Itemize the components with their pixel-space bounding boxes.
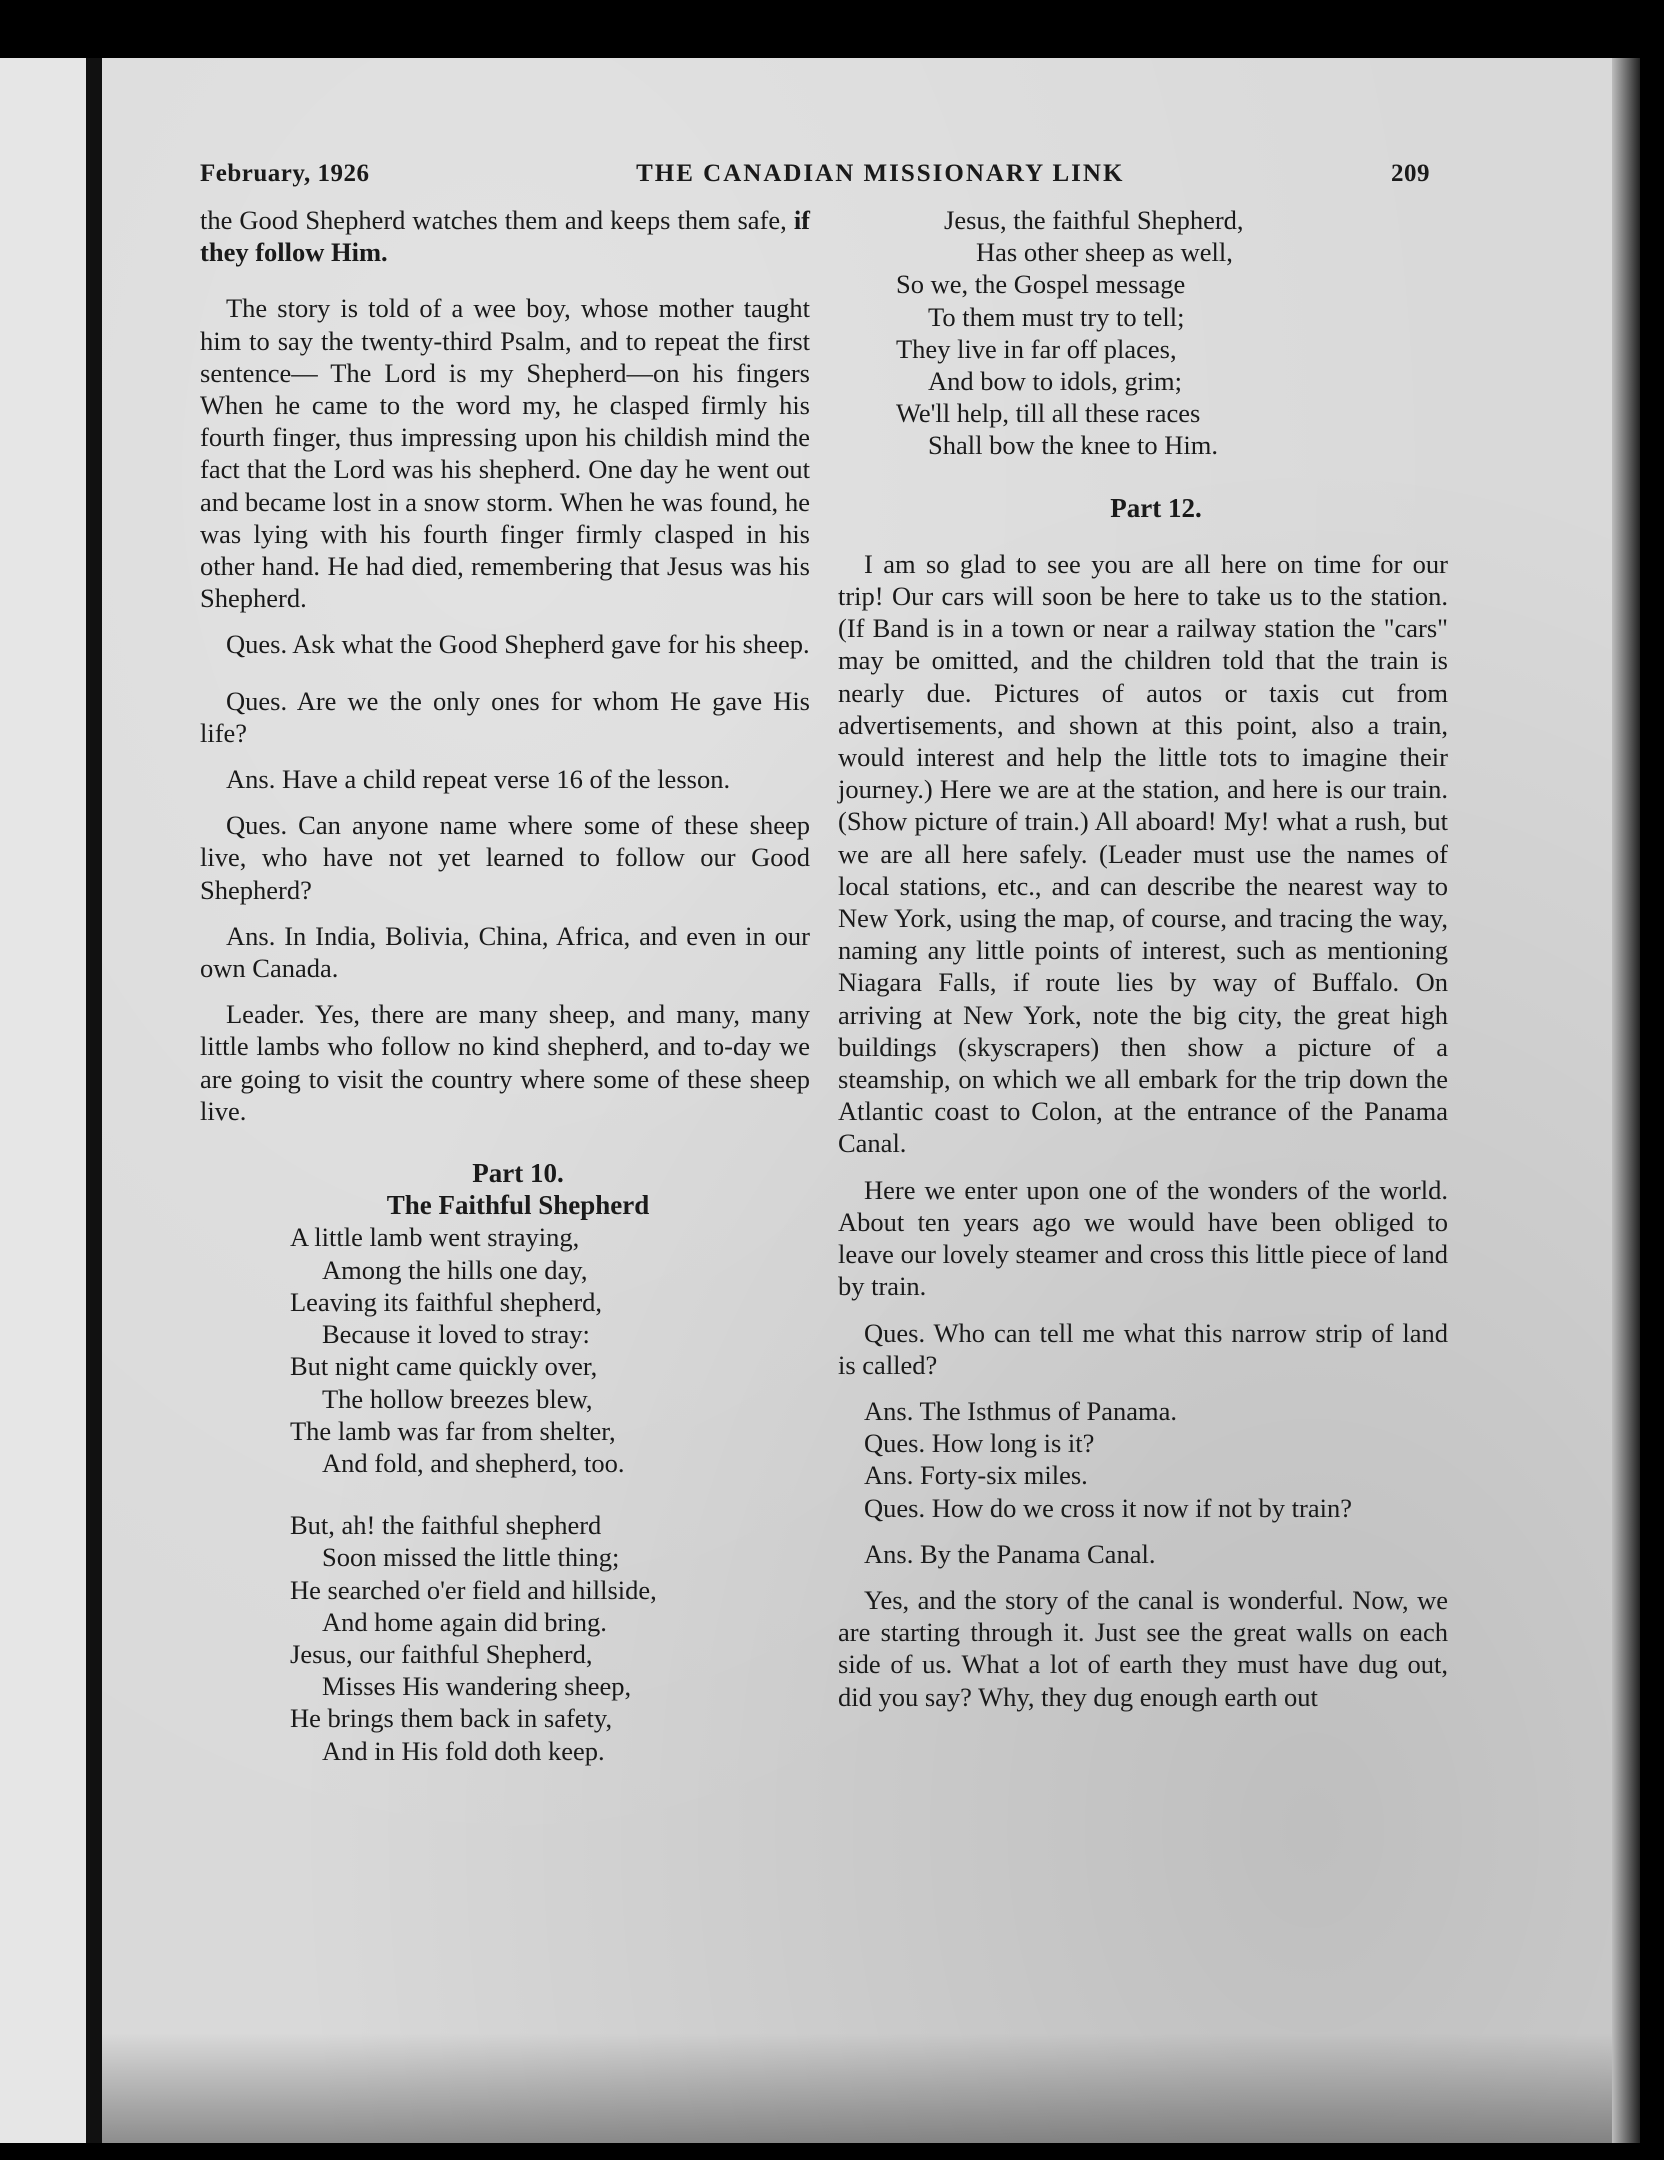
answer-length: Ans. Forty-six miles.: [864, 1460, 1088, 1491]
poem-line: He searched o'er field and hillside,: [290, 1574, 657, 1605]
answer-isthmus: Ans. The Isthmus of Panama.: [864, 1395, 1178, 1426]
opening-paragraph: [200, 204, 810, 268]
poem-line: We'll help, till all these races: [896, 398, 1201, 429]
poem-line: Soon missed the little thing;: [322, 1542, 620, 1573]
poem-line: He brings them back in safety,: [290, 1703, 613, 1734]
poem-line: Jesus, our faithful Shepherd,: [290, 1638, 593, 1669]
left-column: [200, 204, 810, 1767]
poem-line: Leaving its faithful shepherd,: [290, 1286, 603, 1317]
poem-line: A little lamb went straying,: [290, 1222, 580, 1253]
right-page-edge: [1612, 58, 1640, 2143]
poem-line: Has other sheep as well,: [976, 237, 1233, 268]
left-margin: [0, 58, 86, 2143]
poem-line: Jesus, the faithful Shepherd,: [944, 205, 1244, 235]
question-isthmus: Ques. Who can tell me what this narrow strip of land is called?: [838, 1317, 1448, 1380]
part-10-heading: Part 10.: [472, 1158, 564, 1189]
wonders-paragraph: Here we enter upon one of the wonders of the world. About ten years ago we would have been obliged to leave our lovely steamer and cross this little piece of land by train.: [838, 1174, 1448, 1302]
running-header: [200, 160, 1430, 188]
poem-line: And fold, and shepherd, too.: [322, 1447, 625, 1478]
issue-date: February, 1926: [200, 160, 370, 187]
poem-line: Because it loved to stray:: [322, 1319, 590, 1350]
question-1: Ques. Ask what the Good Shepherd gave for his sheep.: [226, 629, 810, 660]
answer-3: Ans. In India, Bolivia, China, Africa, and even in our own Canada.: [200, 920, 810, 984]
journal-title: THE CANADIAN MISSIONARY LINK: [636, 160, 1125, 187]
trip-paragraph: I am so glad to see you are all here on time for our trip! Our cars will soon be here to take us to the station. (If Band is in a town or near a railway station the "cars" may be omitted, and the children told that the train is nearly due. Pictures of autos or taxis cut from advertisements, and shown at this point, also a train, would interest and help the little tots to imagine their journey.) Here we are at the station, and here is our train. (Show picture of train.) All aboard! My! what a rush, but we are all here safely. (Leader must use the names of local stations, etc., and can describe the nearest way to New York, using the map, of course, and tracing the way, naming any little points of interest, such as mentioning Niagara Falls, if route lies by way of Buffalo. On arriving at New York, note the big city, the great high buildings (skyscrapers) then show a picture of a steamship, on which we all embark for the trip down the Atlantic coast to Colon, at the entrance of the Panama Canal.: [838, 548, 1448, 1159]
story-paragraph: The story is told of a wee boy, whose mother taught him to say the twenty-third Psalm, and to repeat the first sentence— The Lord is my Shepherd—on his fingers When he came to the word my, he clasped firmly his fourth finger, thus impressing upon his childish mind the fact that the Lord was his shepherd. One day he went out and became lost in a snow storm. When he was found, he was lying with his fourth finger firmly clasped in his other hand. He had died, remembering that Jesus was his Shepherd.: [200, 293, 810, 614]
poem-line: And bow to idols, grim;: [928, 366, 1182, 397]
poem-title: The Faithful Shepherd: [386, 1190, 650, 1221]
poem-line: But, ah! the faithful shepherd: [290, 1510, 602, 1541]
poem-line: The hollow breezes blew,: [322, 1383, 593, 1414]
canal-paragraph: Yes, and the story of the canal is wonderful. Now, we are starting through it. Just see the great walls on each side of us. What a lot of earth they must have dug out, did you say? Why, they dug enough earth out: [838, 1584, 1448, 1712]
poem-stanza-1: [290, 1221, 810, 1479]
poem-stanza-2: [290, 1509, 810, 1767]
poem-line: Misses His wandering sheep,: [322, 1671, 632, 1702]
page-number: 209: [1391, 160, 1430, 187]
question-3: Ques. Can anyone name where some of these sheep live, who have not yet learned to follow our Good Shepherd?: [200, 810, 810, 905]
opening-emphasis: if they follow Him.: [200, 205, 810, 268]
opening-text: the Good Shepherd watches them and keeps them safe,: [200, 205, 787, 235]
poem-line: And in His fold doth keep.: [322, 1735, 605, 1766]
poem-line: And home again did bring.: [322, 1606, 607, 1637]
poem-line: To them must try to tell;: [928, 301, 1185, 332]
poem-line: The lamb was far from shelter,: [290, 1415, 616, 1446]
poem-stanza-3: [896, 204, 1448, 462]
binding-spine: [86, 58, 102, 2143]
poem-line: Shall bow the knee to Him.: [928, 430, 1218, 461]
question-crossing: Ques. How do we cross it now if not by train?: [864, 1492, 1352, 1523]
poem-line: They live in far off places,: [896, 333, 1177, 364]
poem-line: So we, the Gospel message: [896, 269, 1186, 300]
answer-crossing: Ans. By the Panama Canal.: [864, 1538, 1156, 1569]
right-column: [838, 204, 1448, 1713]
leader-paragraph: Leader. Yes, there are many sheep, and many, many little lambs who follow no kind shepherd, and to-day we are going to visit the country where some of these sheep live.: [200, 999, 810, 1126]
bottom-shadow: [102, 2033, 1612, 2143]
answer-2: Ans. Have a child repeat verse 16 of the lesson.: [226, 764, 731, 795]
part-12-heading: Part 12.: [1110, 492, 1202, 523]
poem-line: Among the hills one day,: [322, 1254, 588, 1285]
question-2: Ques. Are we the only ones for whom He gave His life?: [200, 685, 810, 748]
poem-line: But night came quickly over,: [290, 1351, 598, 1382]
question-length: Ques. How long is it?: [864, 1428, 1095, 1459]
